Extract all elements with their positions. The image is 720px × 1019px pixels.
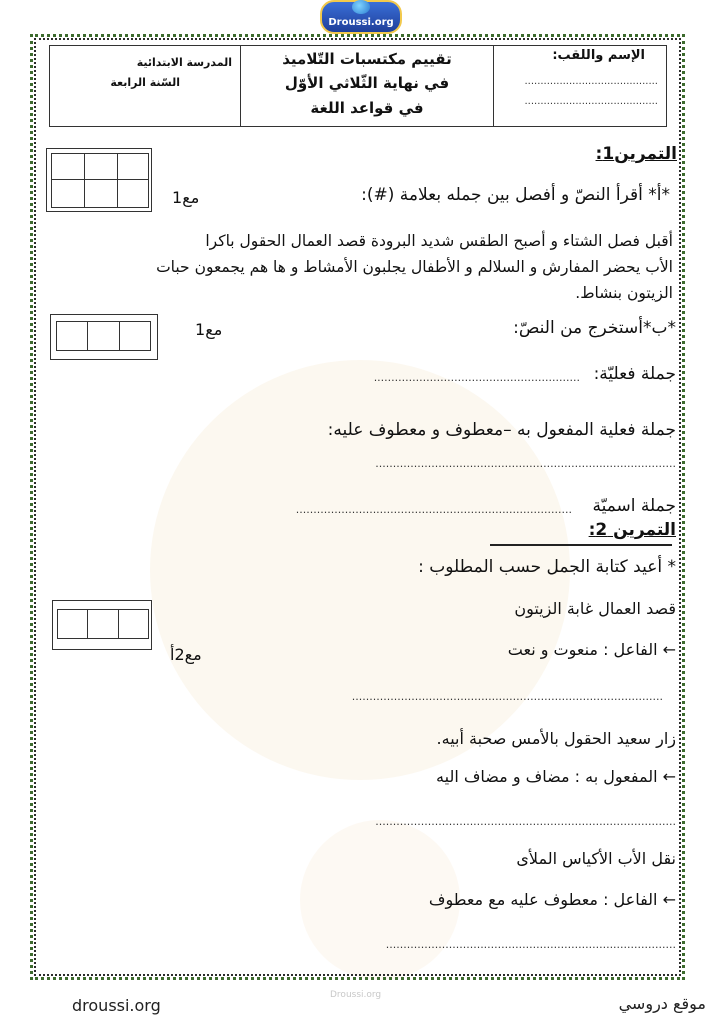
score-grid-2 — [52, 600, 152, 650]
answer-line[interactable]: ................................................................................... — [385, 938, 676, 951]
item-sentence: نقل الأب الأكياس الملأى — [516, 849, 676, 868]
page-title-line3: في قواعد اللغة — [310, 99, 424, 117]
passage-line: الزيتون بنشاط. — [575, 284, 673, 302]
question-label: جملة اسميّة — [592, 496, 676, 516]
question-label: جملة فعلية المفعول به –معطوف و معطوف عليه: — [327, 420, 676, 440]
item-sentence: قصد العمال غابة الزيتون — [514, 599, 676, 618]
page-title-line2: في نهاية الثّلاثي الأوّل — [284, 74, 450, 92]
footer-site-link[interactable]: droussi.org — [72, 996, 161, 1015]
logo-text: Droussi.org — [328, 17, 394, 28]
answer-line[interactable]: ............................................................................... — [295, 503, 572, 516]
criterion-label: مع1 — [195, 320, 223, 339]
site-logo — [320, 0, 402, 34]
header-divider — [493, 45, 494, 127]
instruction-b: *ب*أستخرج من النصّ: — [513, 318, 676, 338]
item-task: ← الفاعل : منعوت و نعت — [507, 640, 676, 659]
exercise1-heading: التمرين1: — [595, 144, 677, 164]
question-label: جملة فعليّة: — [593, 364, 676, 384]
name-line[interactable]: .......................................... — [524, 76, 658, 87]
heading-underline — [490, 544, 672, 546]
item-task: ← الفاعل : معطوف عليه مع معطوف — [428, 890, 676, 909]
passage-line: الأب يحضر المفارش و السلالم و الأطفال يجلبون الأمشاط و ها هم يجمعون حبات — [156, 258, 673, 276]
page-title-line1: تقييم مكتسبات التّلاميذ — [282, 50, 452, 68]
name-line[interactable]: .......................................... — [524, 96, 658, 107]
instruction-a: *أ* أقرأ النصّ و أفصل بين جمله بعلامة (#): — [361, 185, 670, 205]
grade-label: السّنة الرابعة — [110, 76, 180, 89]
score-grid-1a — [46, 148, 152, 212]
criterion-label: مع2أ — [170, 645, 202, 664]
score-grid-1b — [50, 314, 158, 360]
name-label: الإسم واللقب: — [552, 48, 645, 63]
globe-icon — [352, 0, 370, 14]
school-name: المدرسة الابتدائية — [136, 56, 232, 69]
exercise2-instruction: * أعيد كتابة الجمل حسب المطلوب : — [418, 557, 676, 577]
criterion-label: مع1 — [172, 188, 200, 207]
answer-line[interactable]: ...................................................................................... — [375, 815, 676, 828]
exercise2-heading: التمرين 2: — [588, 520, 676, 540]
answer-line[interactable]: ........................................................... — [373, 371, 580, 384]
header-divider — [240, 45, 241, 127]
item-task: ← المفعول به : مضاف و مضاف اليه — [436, 767, 676, 786]
answer-line[interactable]: ...................................................................................... — [375, 457, 676, 470]
item-sentence: زار سعيد الحقول بالأمس صحبة أبيه. — [436, 729, 676, 748]
watermark-text: Droussi.org — [330, 990, 382, 1000]
footer-site-name: موقع دروسي — [618, 994, 706, 1013]
answer-line[interactable]: ......................................................................................... — [351, 690, 663, 703]
passage-line: أقبل فصل الشتاء و أصبح الطقس شديد البرودة قصد العمال الحقول باكرا — [205, 232, 673, 250]
